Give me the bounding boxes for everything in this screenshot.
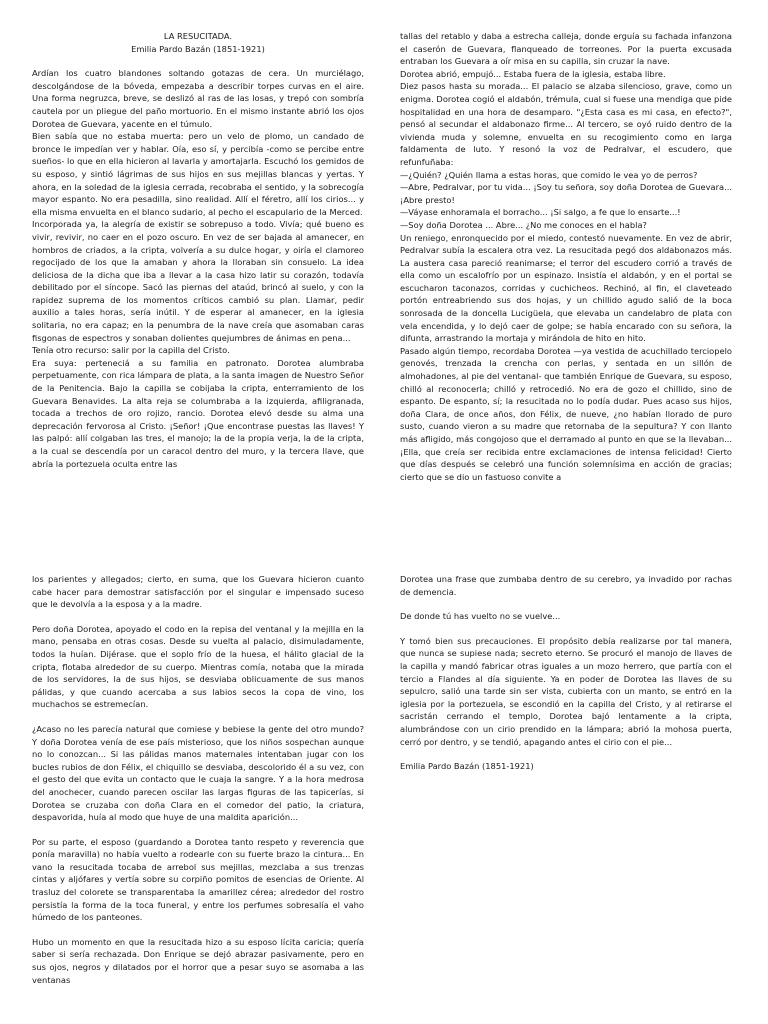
paragraph: Pasado algún tiempo, recordaba Dorotea —ya vestida de acuchillado terciopelo genovés, trenzada la crencha con perlas, y sentada en un sillón de almohadones, al pie del ventanal- que también Enrique de Guevara, su esposo, chilló al reconocerla; chilló y retrocedió. No era de gozo el chillido, sino de espanto. De espanto, sí; la resucitada no lo podía dudar. Pues acaso sus hijos, doña Clara, de once años, don Félix, de nueve, ¿no habían llorado de puro susto, cuando vieron a su madre que retornaba de la sepultura? Y con llanto más afligido, más congojoso que el derramado al punto en que se la llevaban... ¡Ella, que creía ser recibida entre exclamaciones de intensa felicidad! Cierto que días después se celebró una función solemnísima en acción de gracias; cierto que se dio un fastuoso convite a [400, 345, 732, 482]
paragraph: Era suya: perteneciá a su familia en patronato. Dorotea alumbraba perpetuamente, con rica lámpara de plata, a la santa imagen de Nuestro Señor de la Penitencia. Bajo la capilla se cobijaba la cripta, enterramiento de los Guevara Benavides. La alta reja se columbraba a la izquierda, afiligranada, tocada a trechos de oro rojizo, rancio. Dorotea elevó desde su alma una deprecación fervorosa al Cristo. ¡Señor! ¡Que encontrase puestas las llaves! Y las palpó: allí colgaban las tres, el manojo; la de la propia verja, la de la cripta, a la cual se descendía por un caracol dentro del muro, y la tercera llave, que abría la portezuela oculta entre las [32, 357, 364, 469]
paragraph: Dorotea abrió, empujó... Estaba fuera de la iglesia, estaba libre. [400, 68, 666, 79]
column-top-left [32, 30, 364, 470]
dialogue-line: —Váyase enhoramala el borracho... ¡Si salgo, a fe que lo ensarte...! [400, 207, 681, 218]
author-line: Emilia Pardo Bazán (1851-1921) [131, 43, 265, 54]
paragraph: Incorporada ya, la alegría de existir se sobrepuso a todo. Vivía; qué bueno es vivir, revivir, no caer en el pozo oscuro. En vez de ser bajada al amanecer, en hombros de criados, a la cripta, volvería a su dulce hogar, y oiría el clamoreo regocijado de los que la amaban y ahora la lloraban sin consuelo. La idea deliciosa de la dicha que iba a llevar a la casa hizo latir su corazón, todavía debilitado por el síncope. Sacó las piernas del ataúd, brincó al suelo, y con la rapidez suprema de los momentos críticos cambió su plan. Llamar, pedir auxilio a tales horas, sería inútil. Y de esperar al amanecer, en la iglesia solitaria, no era capaz; en la penumbra de la nave creía que asomaban caras fisgonas de espectros y sonaban dolientes quejumbres de ánimas en pena... [32, 219, 364, 343]
paragraph: tallas del retablo y daba a estrecha calleja, donde erguía su fachada infanzona el caserón de Guevara, flanqueado de torreones. Por la puerta excusada entraban los Guevara a oír misa en su capilla, sin cruzar la nave. [400, 31, 732, 67]
column-top-right [400, 30, 732, 483]
column-bottom-right [400, 573, 732, 773]
signature-line: Emilia Pardo Bazán (1851-1921) [400, 761, 534, 772]
document-title: LA RESUCITADA. [163, 31, 233, 41]
paragraph: Dorotea una frase que zumbaba dentro de su cerebro, ya invadido por rachas de demencia. [400, 574, 732, 597]
paragraph: Pero doña Dorotea, apoyado el codo en la repisa del ventanal y la mejilla en la mano, pensaba en otras cosas. Desde su vuelta al palacio, disimuladamente, todos la huían. Dijérase. que el soplo frío de la huesa, el hálito glacial de la cripta, flotaba alrededor de su cuerpo. Mientras comía, notaba que la mirada de los servidores, la de sus hijos, se desviaba oblicuamente de sus manos pálidas, y que cuando acercaba a sus labios secos la copa de vino, los muchachos se estremecían. [32, 623, 364, 710]
paragraph: Diez pasos hasta su morada... El palacio se alzaba silencioso, grave, como un enigma. Dorotea cogió el aldabón, trémula, cual si fuese una mendiga que pide hospitalidad en una hora de desamparo. "¿Esta casa es mi casa, en efecto?", pensó al secundar el aldabonazo firme... Al tercero, se oyó ruido dentro de la vivienda muda y solemne, envuelta en su recogimiento como en larga faldamenta de luto. Y resonó la voz de Pedralvar, el escudero, que refunfuñaba: [400, 81, 732, 167]
dialogue-line: —Soy doña Dorotea ... Abre... ¿No me conoces en el habla? [400, 219, 647, 230]
dialogue-line: —¿Quién? ¿Quién llama a estas horas, que comido le vea yo de perros? [400, 169, 698, 180]
paragraph: Y tomó bien sus precauciones. El propósito debía realizarse por tal manera, que nunca se supiese nada; secreto eterno. Se procuró el manojo de llaves de la capilla y mandó fabricar otras iguales a un mozo herrero, que partía con el tercio a Flandes al día siguiente. Ya en poder de Dorotea las llaves de su sepulcro, salió una tarde sin ser vista, cubierta con un manto, se entró en la iglesia por la portezuela, se escondió en la capilla del Cristo, y al retirarse el sacristán cerrando el templo, Dorotea bajó lentamente a la cripta, alumbrándose con un cirio prendido en la lámpara; abrió la mohosa puerta, cerró por dentro, y se tendió, apagando antes el cirio con el pie... [400, 635, 732, 747]
paragraph: Ardían los cuatro blandones soltando gotazas de cera. Un murciélago, descolgándose de la bóveda, empezaba a describir torpes curvas en el aire. Una forma negruzca, breve, se deslizó al ras de las losas, y trepó con sombría cautela por un pliegue del paño mortuorio. En el mismo instante abrió los ojos Dorotea de Guevara, yacente en el túmulo. [32, 68, 364, 129]
paragraph: Por su parte, el esposo (guardando a Dorotea tanto respeto y reverencia que ponía maravilla) no había vuelto a rodearle con su fuerte brazo la cintura... En vano la resucitada tocaba de arrebol sus mejillas, mezclaba a sus trenzas cintas y aljófares y vertía sobre su corpiño pomitos de esencias de Oriente. Al trasluz del colorete se transparentaba la amarillez cérea; alrededor del rostro persistía la forma de la toca funeral, y entre los perfumes sobresalía el vaho húmedo de los panteones. [32, 836, 364, 923]
paragraph: los parientes y allegados; cierto, en suma, que los Guevara hicieron cuanto cabe hacer para demostrar satisfacción por el singular e impensado suceso que le devolvía a la esposa y a la madre. [32, 574, 364, 610]
paragraph: Tenía otro recurso: salir por la capilla del Cristo. [32, 345, 230, 356]
paragraph: De donde tú has vuelto no se vuelve... [400, 611, 561, 622]
column-bottom-left [32, 573, 364, 986]
paragraph: ¿Acaso no les parecía natural que comiese y bebiese la gente del otro mundo? Y doña Dorotea venía de ese país misterioso, que los niños sospechan aunque no lo conozcan... Si las pálidas manos maternales intentaban jugar con los bucles rubios de don Félix, el chiquillo se desviaba, descolorido él a su vez, con el gesto del que evita un contacto que le cuaja la sangre. Y a la hora medrosa del anochecer, cuando parecen oscilar las largas figuras de las tapicerías, si Dorotea se cruzaba con doña Clara en el comedor del patio, la criatura, despavorida, huía al modo que huye de una maldita aparición... [32, 723, 364, 823]
paragraph: Hubo un momento en que la resucitada hizo a su esposo lícita caricia; quería saber si sería rechazada. Don Enrique se dejó abrazar pasivamente, pero en sus ojos, negros y dilatados por el horror que a pesar suyo se asomaba a las ventanas [32, 936, 364, 985]
dialogue-line: —Abre, Pedralvar, por tu vida... ¡Soy tu señora, soy doña Dorotea de Guevara... ¡Abre presto! [400, 182, 732, 205]
paragraph: Un reniego, enronquecido por el miedo, contestó nuevamente. En vez de abrir, Pedralvar subía la escalera otra vez. La resucitada pegó dos aldabonazos más. La austera casa pareció reanimarse; el terror del escudero corrió a través de ella como un escalofrío por un espinazo. Insistía el aldabón, y en el portal se escucharon taconazos, corridas y cuchicheos. Rechinó, al fin, el claveteado portón entreabriendo sus dos hojas, y un chillido agudo salió de la boca sonrosada de la doncella Lucigüela, que elevaba un candelabro de plata con vela encendida, y lo dejó caer de golpe; se había encarado con su señora, la difunta, arrastrando la mortaja y mirándola de hito en hito. [400, 232, 732, 344]
paragraph: Bien sabía que no estaba muerta: pero un velo de plomo, un candado de bronce le impedían ver y hablar. Oía, eso sí, y percibía -como se percibe entre sueños- lo que en ella hicieron al lavarla y amortajarla. Escuchó los gemidos de su esposo, y sintió lágrimas de sus hijos en sus mejillas blancas y yertas. Y ahora, en la soledad de la iglesia cerrada, recobraba el sentido, y la sobrecogía mayor espanto. No era pesadilla, sino realidad. Allí el féretro, allí los cirios... y ella misma envuelta en el blanco sudario, al pecho el escapulario de la Merced. [32, 131, 364, 217]
